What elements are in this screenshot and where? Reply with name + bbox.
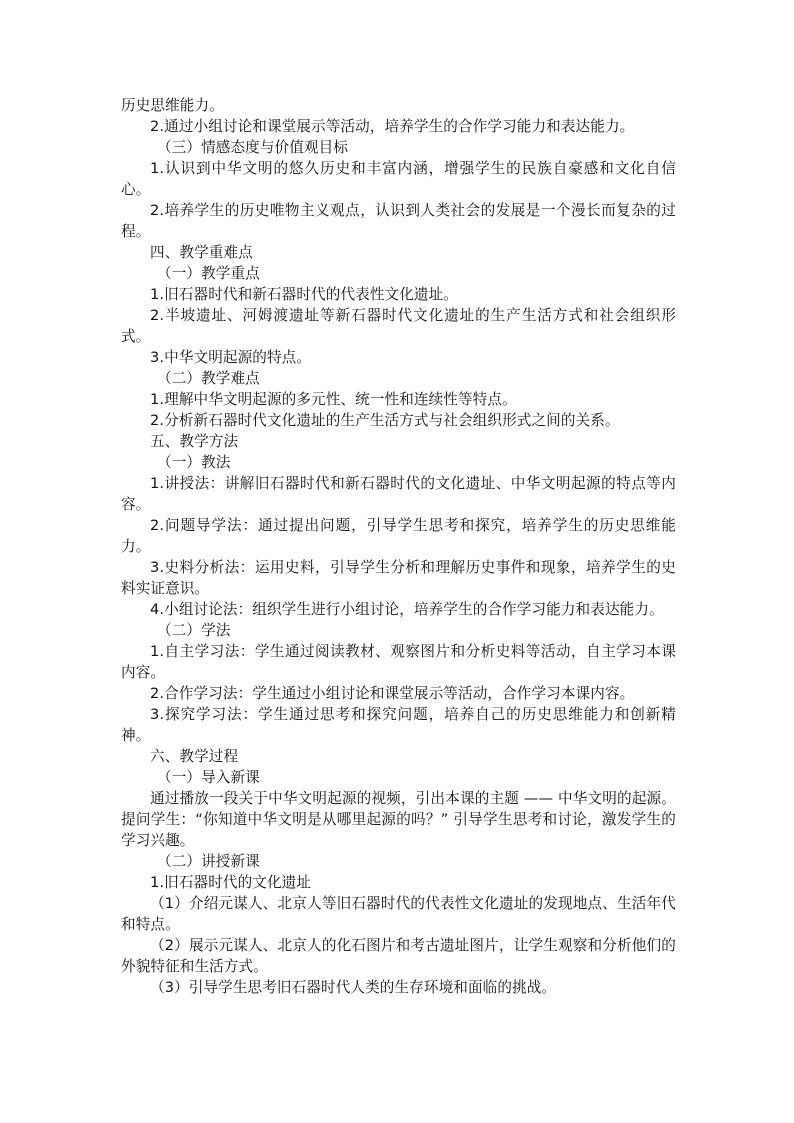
section-heading: 四、教学重难点 (150, 244, 253, 261)
paragraph: 3.探究学习法：学生通过思考和探究问题，培养自己的历史思维能力和创新精神。 (121, 706, 676, 744)
paragraph: 2.培养学生的历史唯物主义观点，认识到人类社会的发展是一个漫长而复杂的过程。 (121, 202, 676, 240)
paragraph: 1.认识到中华文明的悠久历史和丰富内涵，增强学生的民族自豪感和文化自信心。 (121, 160, 676, 198)
paragraph: 1.自主学习法：学生通过阅读教材、观察图片和分析史料等活动，自主学习本课内容。 (121, 643, 676, 681)
paragraph: 2.分析新石器时代文化遗址的生产生活方式与社会组织形式之间的关系。 (150, 412, 620, 429)
section-heading: （三）情感态度与价值观目标 (157, 139, 349, 156)
section-heading: （一）导入新课 (157, 769, 260, 786)
paragraph: 3.史料分析法：运用史料，引导学生分析和理解历史事件和现象，培养学生的史料实证意识。 (121, 559, 676, 597)
paragraph: 2.问题导学法：通过提出问题，引导学生思考和探究，培养学生的历史思维能力。 (121, 517, 676, 555)
paragraph: 1.理解中华文明起源的多元性、统一性和连续性等特点。 (150, 391, 517, 408)
section-heading: 五、教学方法 (150, 433, 239, 450)
paragraph: 2.通过小组讨论和课堂展示等活动，培养学生的合作学习能力和表达能力。 (150, 118, 635, 135)
paragraph: 2.半坡遗址、河姆渡遗址等新石器时代文化遗址的生产生活方式和社会组织形式。 (121, 307, 676, 345)
section-heading: 六、教学过程 (150, 748, 239, 765)
paragraph: 2.合作学习法：学生通过小组讨论和课堂展示等活动，合作学习本课内容。 (150, 685, 635, 702)
paragraph: 历史思维能力。 (121, 97, 224, 114)
section-heading: （二）教学难点 (157, 370, 260, 387)
section-heading: （二）学法 (157, 622, 231, 639)
section-heading: （一）教法 (157, 454, 231, 471)
paragraph: 3.中华文明起源的特点。 (150, 349, 312, 366)
paragraph: 通过播放一段关于中华文明起源的视频，引出本课的主题 —— 中华文明的起源。提问学生：“你知道中华文明是从哪里起源的吗？” 引导学生思考和讨论，激发学生的学习兴趣。 (121, 790, 676, 849)
section-heading: （二）讲授新课 (157, 853, 260, 870)
paragraph: 1.旧石器时代和新石器时代的代表性文化遗址。 (150, 286, 459, 303)
section-heading: （一）教学重点 (157, 265, 260, 282)
paragraph: （1）介绍元谋人、北京人等旧石器时代的代表性文化遗址的发现地点、生活年代和特点。 (121, 895, 676, 933)
paragraph: （3）引导学生思考旧石器时代人类的生存环境和面临的挑战。 (150, 979, 557, 996)
paragraph: 1.讲授法：讲解旧石器时代和新石器时代的文化遗址、中华文明起源的特点等内容。 (121, 475, 676, 513)
paragraph: 1.旧石器时代的文化遗址 (150, 874, 312, 891)
paragraph: （2）展示元谋人、北京人的化石图片和考古遗址图片，让学生观察和分析他们的外貌特征和生活方式。 (121, 937, 676, 975)
paragraph: 4.小组讨论法：组织学生进行小组讨论，培养学生的合作学习能力和表达能力。 (150, 601, 664, 618)
document-body (121, 95, 676, 998)
